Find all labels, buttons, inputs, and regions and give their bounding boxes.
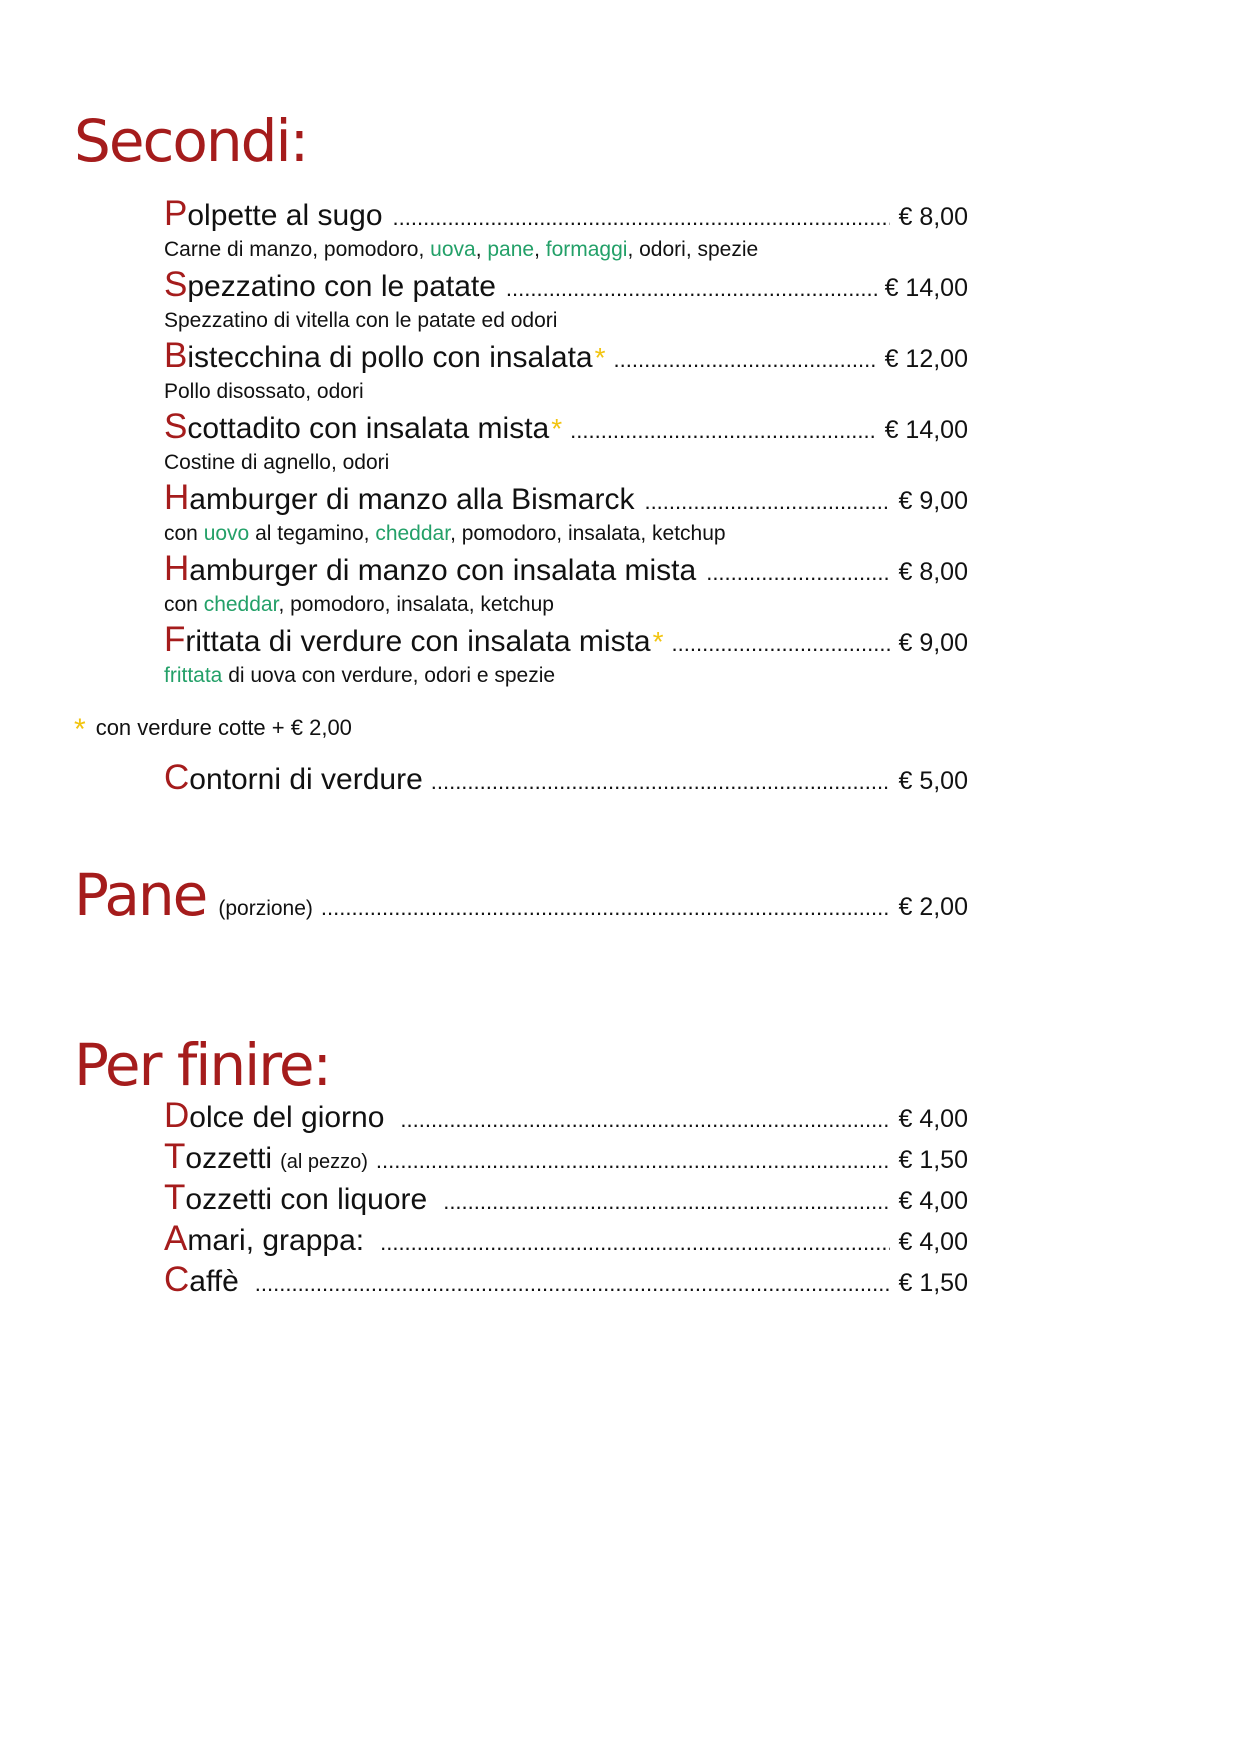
- item-initial: C: [164, 758, 190, 797]
- item-initial: F: [164, 620, 186, 659]
- item-name: ontorni di verdure: [189, 763, 423, 796]
- dot-leader: [672, 626, 891, 662]
- item-price: € 4,00: [898, 1228, 968, 1256]
- menu-item: [164, 480, 968, 547]
- item-price: € 1,50: [898, 1146, 968, 1174]
- footnote-text: con verdure cotte + € 2,00: [95, 715, 352, 740]
- menu-item: [164, 551, 968, 618]
- item-name: rittata di verdure con insalata mista: [185, 625, 651, 658]
- dot-leader: [431, 764, 891, 800]
- item-price: € 1,50: [898, 1269, 968, 1297]
- item-initial: C: [164, 1260, 190, 1299]
- menu-item: [164, 1098, 968, 1138]
- menu-item-contorni: [164, 760, 968, 800]
- asterisk-icon: *: [551, 413, 563, 444]
- item-initial: S: [164, 265, 188, 304]
- item-initial: A: [164, 1219, 188, 1258]
- section-title-pane: Pane: [74, 861, 207, 929]
- asterisk-icon: *: [652, 626, 664, 657]
- item-name: olce del giorno: [189, 1101, 385, 1134]
- dot-leader: [644, 484, 890, 520]
- dot-leader: [400, 1102, 890, 1138]
- item-price: € 4,00: [898, 1187, 968, 1215]
- item-initial: H: [164, 478, 190, 517]
- menu-item: [164, 1262, 968, 1302]
- item-name: pezzatino con le patate: [187, 270, 496, 303]
- dot-leader: [321, 895, 891, 921]
- menu-item: [164, 1180, 968, 1220]
- footnote: [74, 713, 352, 747]
- asterisk-icon: *: [74, 713, 86, 746]
- menu-item: [164, 267, 968, 334]
- dot-leader: [380, 1225, 890, 1261]
- dot-leader: [614, 342, 877, 378]
- section-title-secondi: Secondi:: [74, 107, 308, 175]
- menu-item: [164, 1221, 968, 1261]
- item-initial: S: [164, 407, 188, 446]
- item-description: Costine di agnello, odori: [164, 451, 390, 474]
- item-initial: T: [164, 1137, 186, 1176]
- item-initial: H: [164, 549, 190, 588]
- dot-leader: [393, 200, 891, 236]
- item-description: con uovo al tegamino, cheddar, pomodoro, insalata, ketchup: [164, 522, 726, 545]
- item-name: amburger di manzo alla Bismarck: [189, 483, 635, 516]
- item-name: amburger di manzo con insalata mista: [189, 554, 697, 587]
- menu-item: [164, 1139, 968, 1180]
- dot-leader: [706, 555, 890, 591]
- menu-item: [164, 622, 968, 689]
- item-initial: D: [164, 1096, 190, 1135]
- item-price: € 4,00: [898, 1105, 968, 1133]
- item-name: ozzetti con liquore: [185, 1183, 428, 1216]
- item-name: affè: [189, 1265, 239, 1298]
- item-price: € 8,00: [898, 203, 968, 231]
- item-price: € 14,00: [884, 416, 968, 444]
- item-price: € 9,00: [898, 487, 968, 515]
- item-initial: P: [164, 194, 188, 233]
- item-price: € 8,00: [898, 558, 968, 586]
- asterisk-icon: *: [594, 342, 606, 373]
- item-name: istecchina di pollo con insalata: [187, 341, 593, 374]
- dot-leader: [443, 1184, 890, 1220]
- item-description: Spezzatino di vitella con le patate ed odori: [164, 309, 558, 332]
- item-price: € 2,00: [898, 893, 968, 921]
- item-description: con cheddar, pomodoro, insalata, ketchup: [164, 593, 554, 616]
- pane-note: (porzione): [218, 897, 313, 920]
- item-description: frittata di uova con verdure, odori e spezie: [164, 664, 556, 687]
- item-note: (al pezzo): [280, 1151, 368, 1173]
- item-price: € 14,00: [884, 274, 968, 302]
- item-initial: B: [164, 336, 188, 375]
- item-name: ozzetti: [185, 1142, 273, 1175]
- section-title-per-finire: Per finire:: [74, 1031, 331, 1099]
- menu-item: [164, 409, 968, 476]
- item-price: € 5,00: [898, 767, 968, 795]
- menu-item: [164, 196, 968, 263]
- item-name: mari, grappa:: [187, 1224, 365, 1257]
- item-initial: T: [164, 1178, 186, 1217]
- item-description: Carne di manzo, pomodoro, uova, pane, formaggi, odori, spezie: [164, 238, 759, 261]
- dot-leader: [376, 1143, 891, 1179]
- item-price: € 9,00: [898, 629, 968, 657]
- item-price: € 12,00: [884, 345, 968, 373]
- pane-row: [74, 861, 968, 929]
- menu-item: [164, 338, 968, 405]
- dot-leader: [570, 413, 876, 449]
- item-description: Pollo disossato, odori: [164, 380, 364, 403]
- dot-leader: [506, 271, 877, 307]
- dot-leader: [255, 1266, 891, 1302]
- item-name: olpette al sugo: [187, 199, 383, 232]
- item-name: cottadito con insalata mista: [187, 412, 550, 445]
